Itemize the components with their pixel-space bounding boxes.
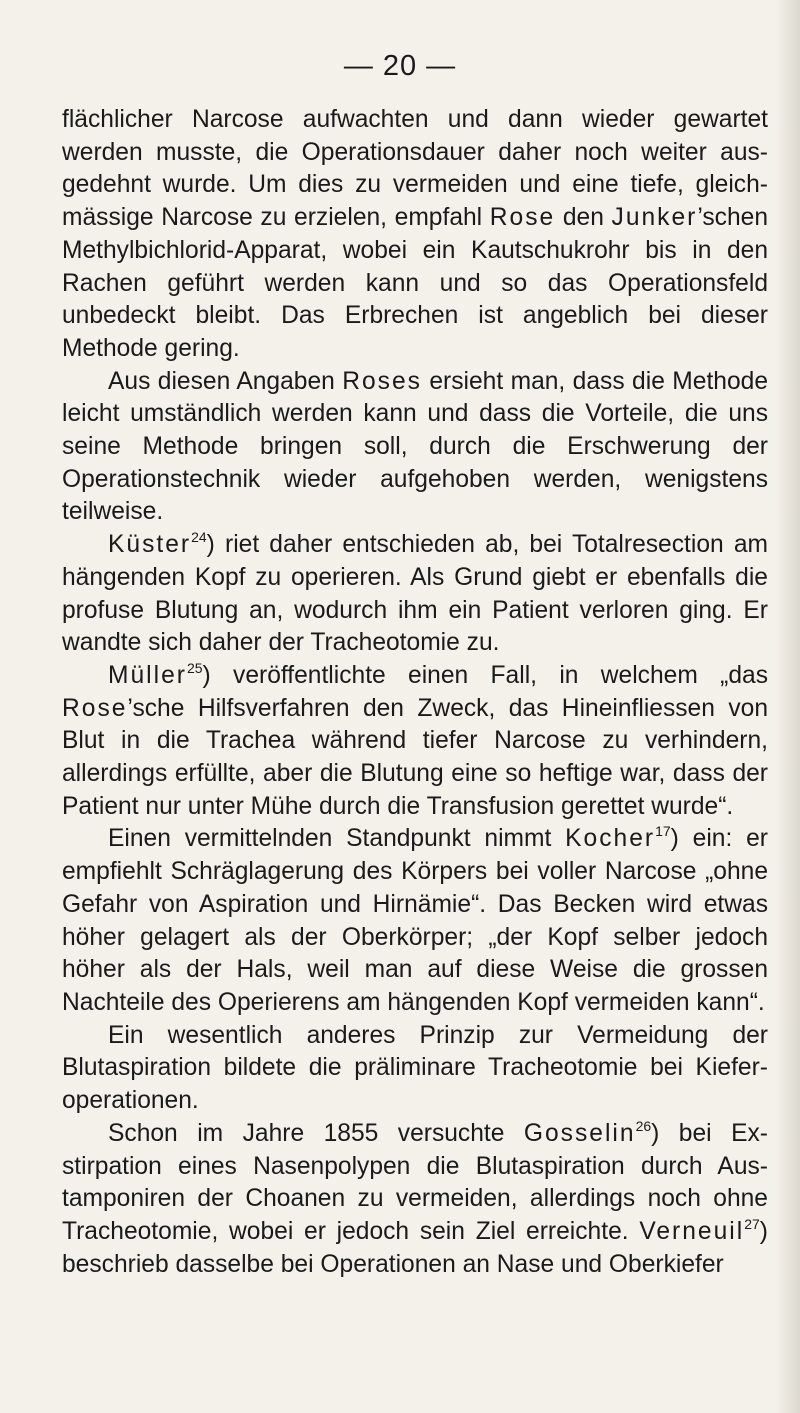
author-name: Roses [342,367,422,395]
author-name: Rose [62,694,128,722]
author-name: Junker [611,204,698,232]
footnote-ref: 27 [744,1215,760,1232]
text-run: flächlicher Narcose aufwachten und dann wieder gewartet werden musste, die Operationsdauer daher noch weiter ausgedehnt wurde. Um dies zu vermeiden und eine tiefe, gleichmässige Narcose zu erzielen, empfahl [62,106,768,232]
author-name: Küster [108,531,192,559]
paragraph-3 [62,529,768,660]
author-name: Gosselin [523,1119,636,1147]
footnote-ref: 24 [191,529,207,546]
paragraph-7 [62,1118,768,1282]
paragraph-6 [62,1020,768,1118]
paragraph-1 [62,104,768,366]
text-run: Schon im Jahre 1855 versuchte [108,1119,524,1147]
author-name: Müller [108,661,187,689]
footnote-ref: 17 [655,823,671,840]
body-text [62,104,768,1281]
author-name: Rose [489,204,556,232]
text-run: ersieht man, dass die Methode leicht umständlich werden kann und dass die Vorteile, die uns seine Methode bringen soll, durch die Erschwerung der Operationstechnik wieder aufgehoben werden, wenigstens teilweise. [62,367,768,526]
text-run: den [555,204,612,232]
text-run: ’sche Hilfsverfahren den Zweck, das Hineinfliessen von Blut in die Trachea während tiefer Narcose zu verhindern, allerdings erfüllte, aber die Blutung eine so heftige war, dass der Patient nur unter Mühe durch die Transfusion gerettet wurde“. [62,694,768,820]
text-run: ) beschrieb dasselbe bei Operationen an Nase und Oberkiefer [62,1217,768,1278]
footnote-ref: 25 [186,659,203,676]
page-edge-shadow [776,0,800,1413]
page-number: — 20 — [343,50,457,82]
paragraph-5 [62,823,768,1019]
text-run: ) bei Exstirpation eines Nasenpolypen die Blutaspiration durch Austamponiren der Choanen zu vermeiden, allerdings noch ohne Tracheotomie, wobei er jedoch sein Ziel erreichte. [62,1119,768,1245]
text-run: Aus diesen Angaben [108,367,343,395]
author-name: Kocher [565,825,656,853]
paragraph-2 [62,366,768,530]
text-run: ) riet daher entschieden ab, bei Totalresection am hängenden Kopf zu operieren. Als Grund giebt er ebenfalls die profuse Blutung an, wodurch ihm ein Patient verloren ging. Er wandte sich daher der Tracheotomie zu. [62,531,768,657]
text-run: Ein wesentlich anderes Prinzip zur Vermeidung der Blutaspiration bildete die präliminare Tracheotomie bei Kieferoperationen. [62,1021,768,1115]
text-run: Einen vermittelnden Standpunkt nimmt [108,825,566,853]
author-name: Verneuil [639,1217,745,1245]
paragraph-4 [62,660,768,824]
footnote-ref: 26 [635,1117,652,1134]
text-run: ) ein: er empfiehlt Schräglagerung des Körpers bei voller Narcose „ohne Gefahr von Aspiration und Hirnämie“. Das Becken wird etwas höher gelagert als der Oberkörper; „der Kopf selber jedoch höher als der Hals, weil man auf diese Weise die grossen Nachteile des Operierens am hängenden Kopf vermeiden kann“. [62,825,768,1016]
text-run: ’schen Methylbichlorid-Apparat, wobei ein Kautschukrohr bis in den Rachen geführt werden kann und so das Operationsfeld unbedeckt bleibt. Das Erbrechen ist angeblich bei dieser Methode gering. [62,204,768,362]
text-run: ) veröffentlichte einen Fall, in welchem „das [202,661,768,689]
